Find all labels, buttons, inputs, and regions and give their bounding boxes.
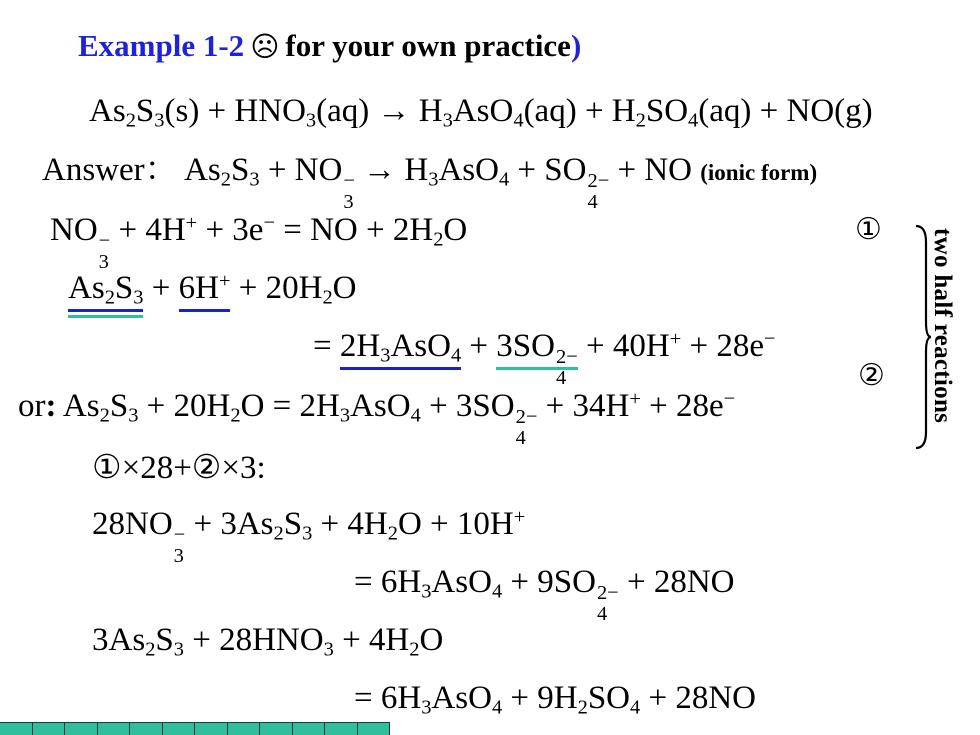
decorative-strip xyxy=(0,722,390,735)
frowning-face-icon: ☹ xyxy=(250,30,280,63)
h-plus-underlined: 6H+ xyxy=(179,270,231,312)
unbalanced-equation: $As_2S_3(s) + HNO_3(aq) \to H_3AsO_4(aq) + H_2SO_4(aq) + NO(g)$ xyxy=(89,93,873,132)
half-reaction-2-left: $As_2S_3 + 6H^+ + 20H_2O$ xyxy=(68,272,357,305)
answer-line: Answer： $As_2S_3$ + NO − 3 → $H_3AsO_4$ + SO 2− 4 + NO (ionic form) xyxy=(42,152,818,214)
net-ionic-right: = $6H_3AsO_4 + 9SO$ 2− 4 + 28NO xyxy=(354,564,735,626)
so4-underlined: 3SO 2− 4 xyxy=(496,328,578,390)
combination-text: ①×28+②×3: xyxy=(92,450,266,486)
as2s3-underlined: $As_2S_3$ xyxy=(68,270,143,312)
h3aso4-underlined: $2H_3AsO_4$ xyxy=(340,328,461,370)
combination-instruction xyxy=(92,452,266,485)
half-reaction-2-right: = $2H_3AsO_4 + 3SO$ 2− 4 + 40H+ + 28e− xyxy=(313,327,776,390)
half-reactions-label: two half reactions xyxy=(929,228,956,424)
answer-label: Answer： xyxy=(42,152,178,188)
ionic-form-note: (ionic form) xyxy=(700,160,818,185)
marker-one: ① xyxy=(855,212,882,247)
net-ionic-left: 28NO − 3 + $3As_2S_3 + 4H_2O + 10H^+$ xyxy=(92,505,526,568)
molecular-right: = $6H_3AsO_4 + 9H_2SO_4 + 28NO$ xyxy=(354,680,757,719)
title-suffix: for your own practice xyxy=(285,28,571,63)
half-reaction-1: NO − 3 + 4H+ + 3e− = NO + $2H_2O$ xyxy=(50,211,468,274)
alternate-half-reaction: or: $As_2S_3 + 20H_2O = 2H_3AsO_4 + 3SO$ 2− 4 + 34H+ + 28e− xyxy=(18,387,736,450)
title-close-paren: ) xyxy=(570,28,582,63)
example-number: Example 1-2 xyxy=(78,28,245,63)
molecular-left: $3As_2S_3 + 28HNO_3 + 4H_2O$ xyxy=(92,622,444,661)
marker-two: ② xyxy=(858,358,885,393)
example-title xyxy=(78,28,581,64)
